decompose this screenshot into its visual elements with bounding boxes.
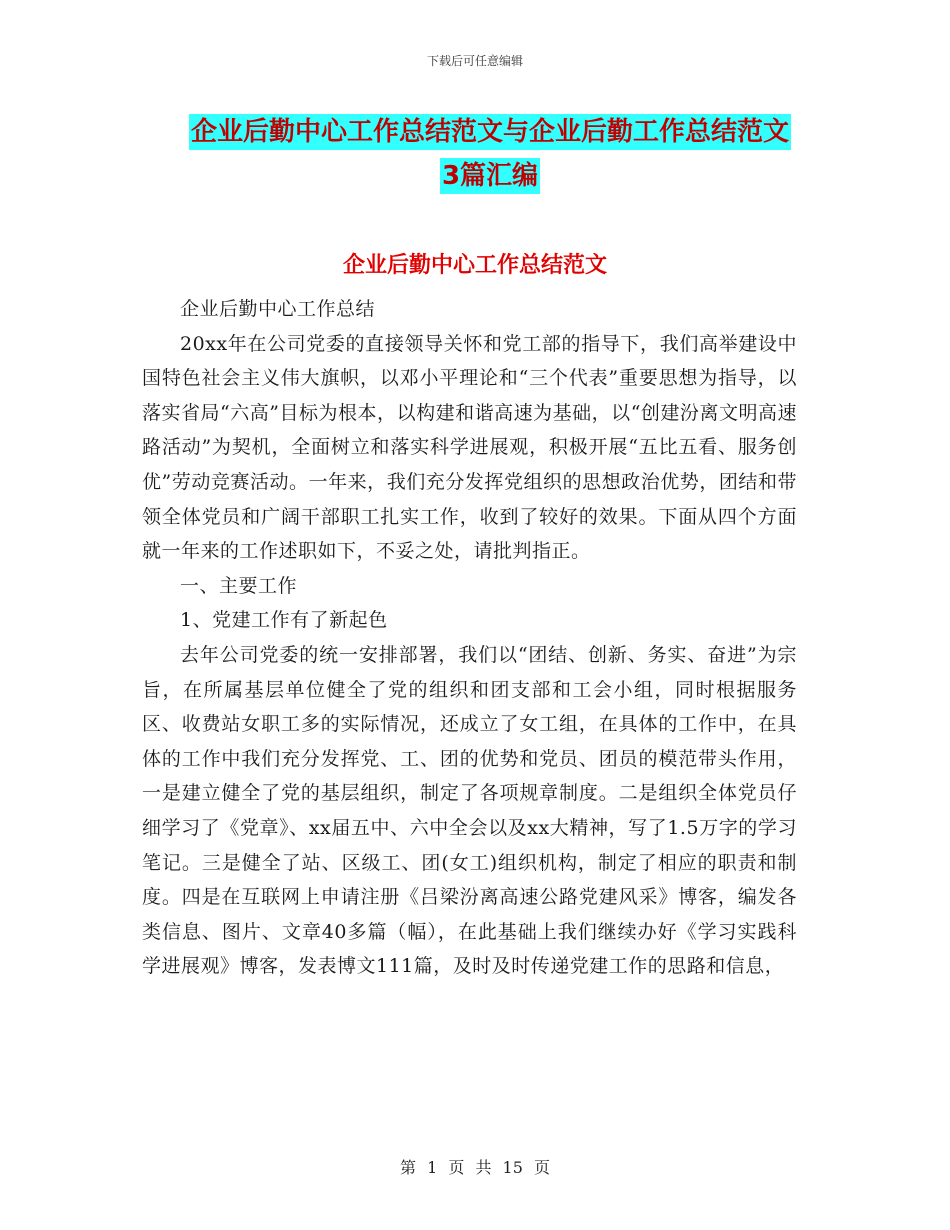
paragraph: 一、主要工作 bbox=[180, 574, 298, 597]
paragraph: 1、党建工作有了新起色 bbox=[180, 609, 388, 632]
paragraph: 20xx年在公司党委的直接领导关怀和党工部的指导下，我们高举建设中国特色社会主义伟大旗帜，以邓小平理论和“三个代表”重要思想为指导，以落实省局“六高”目标为根本，以构建和谐高速为基础，以“创建汾离文明高速路活动”为契机，全面树立和落实科学进展观，积极开展“五比五看、服务创优”劳动竞赛活动。一年来，我们充分发挥党组织的思想政治优势，团结和带领全体党员和广阔干部职工扎实工作，收到了较好的效果。下面从四个方面就一年来的工作述职如下，不妥之处，请批判指正。 bbox=[142, 332, 797, 563]
document-body bbox=[142, 292, 797, 984]
page-number-footer: 第 1 页 共 15 页 bbox=[400, 1158, 550, 1177]
document-title-line-2: 3篇汇编 bbox=[440, 158, 540, 194]
document-title bbox=[140, 110, 840, 198]
paragraph: 去年公司党委的统一安排部署，我们以“团结、创新、务实、奋进”为宗旨，在所属基层单位健全了党的组织和团支部和工会小组，同时根据服务区、收费站女职工多的实际情况，还成立了女工组，在具体的工作中，在具体的工作中我们充分发挥党、工、团的优势和党员、团员的模范带头作用，一是建立健全了党的基层组织，制定了各项规章制度。二是组织全体党员仔细学习了《党章》、xx届五中、六中全会以及xx大精神，写了1.5万字的学习笔记。三是健全了站、区级工、团(女工)组织机构，制定了相应的职责和制度。四是在互联网上申请注册《吕梁汾离高速公路党建风采》博客，编发各类信息、图片、文章40多篇（幅），在此基础上我们继续办好《学习实践科学进展观》博客，发表博文111篇，及时及时传递党建工作的思路和信息， bbox=[142, 643, 797, 978]
paragraph: 企业后勤中心工作总结 bbox=[180, 298, 376, 320]
document-title-line-1: 企业后勤中心工作总结范文与企业后勤工作总结范文 bbox=[189, 114, 791, 150]
page-header-note: 下载后可任意编辑 bbox=[426, 54, 523, 68]
section-title: 企业后勤中心工作总结范文 bbox=[342, 253, 607, 278]
